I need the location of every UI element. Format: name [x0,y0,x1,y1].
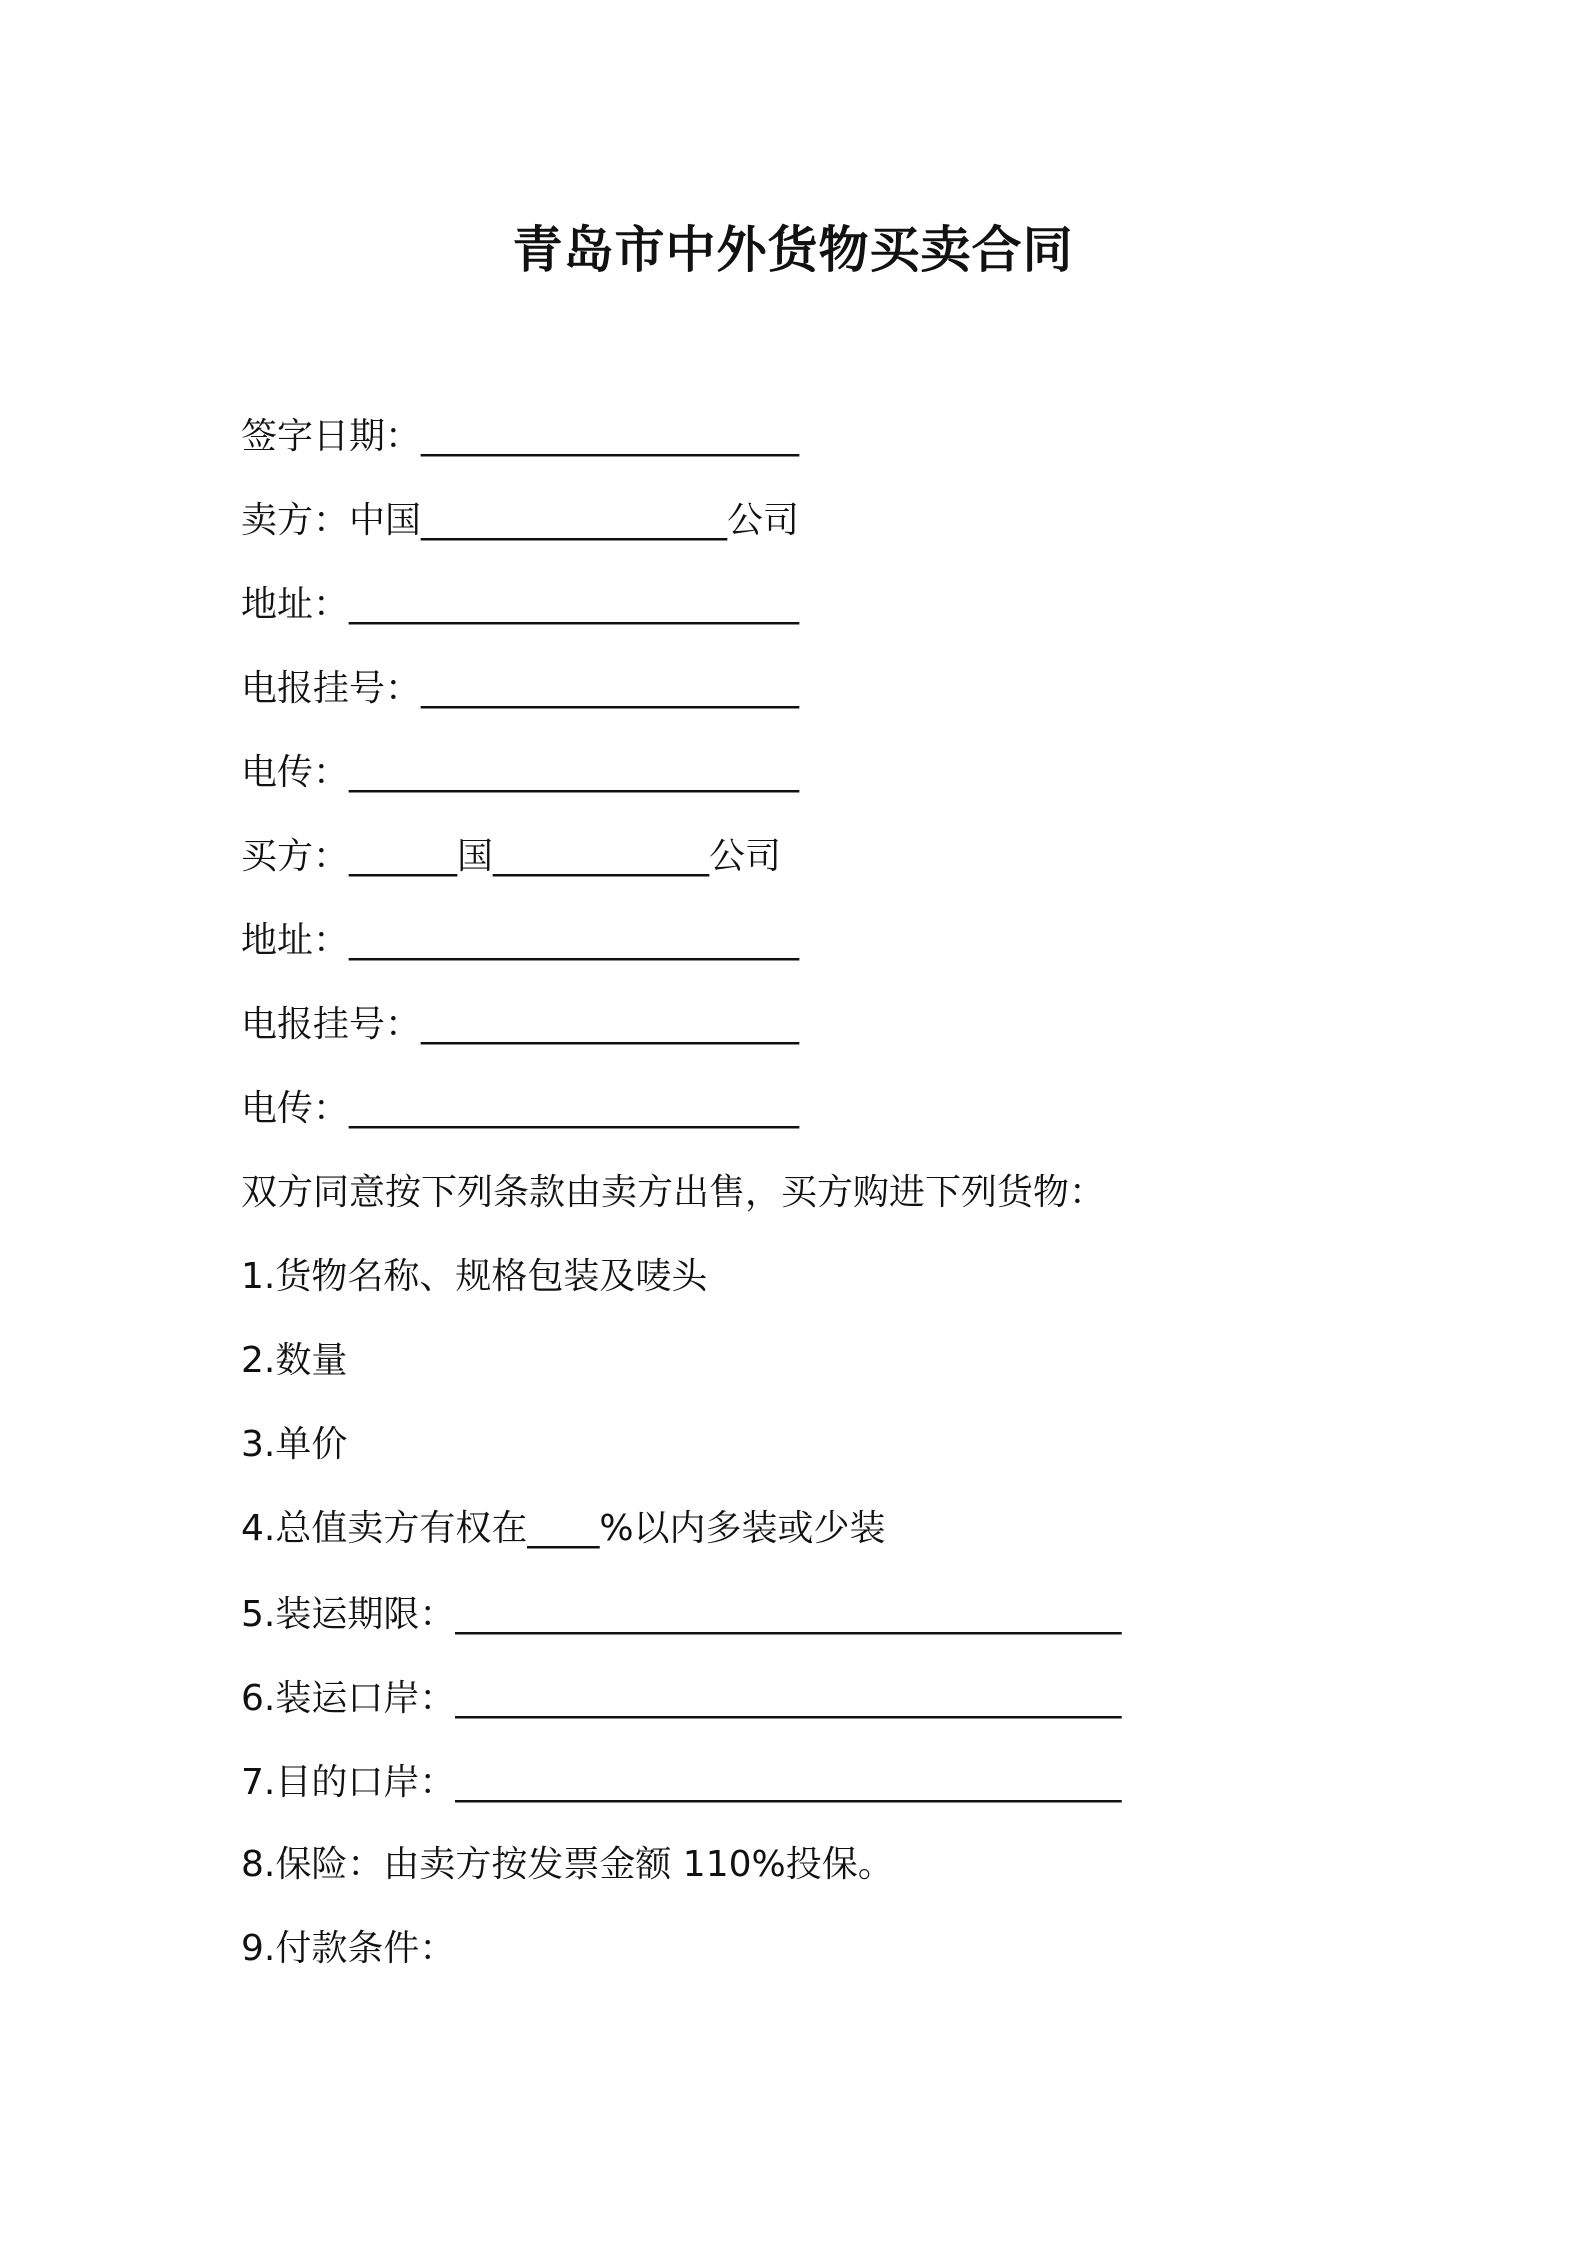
clause-insurance: 8.保险：由卖方按发票金额 110%投保。 [241,1844,894,1885]
agreement-statement: 双方同意按下列条款由卖方出售，买方购进下列货物： [241,1172,1106,1213]
seller-telex-field: 电传：_________________________ [241,752,800,793]
clause-shipment-period: 5.装运期限：_____________________________________ [241,1594,1122,1635]
clause-quantity: 2.数量 [241,1340,348,1381]
buyer-telex-field: 电传：_________________________ [241,1088,800,1129]
buyer-company-field: 买方：______国____________公司 [241,836,782,877]
seller-company-field: 卖方：中国_________________公司 [241,500,800,541]
clause-total-value: 4.总值卖方有权在____%以内多装或少装 [241,1508,886,1549]
clause-payment-terms: 9.付款条件： [241,1928,456,1969]
seller-address-field: 地址：_________________________ [241,584,800,625]
clause-destination-port: 7.目的口岸：_____________________________________ [241,1762,1122,1803]
clause-loading-port: 6.装运口岸：_____________________________________ [241,1678,1122,1719]
clause-unit-price: 3.单价 [241,1424,348,1465]
buyer-telegraph-field: 电报挂号：_____________________ [241,1004,800,1045]
contract-title: 青岛市中外货物买卖合同 [512,221,1074,279]
seller-telegraph-field: 电报挂号：_____________________ [241,668,800,709]
signing-date-field: 签字日期：_____________________ [241,416,800,457]
buyer-address-field: 地址：_________________________ [241,920,800,961]
clause-goods-name: 1.货物名称、规格包装及唛头 [241,1256,708,1297]
